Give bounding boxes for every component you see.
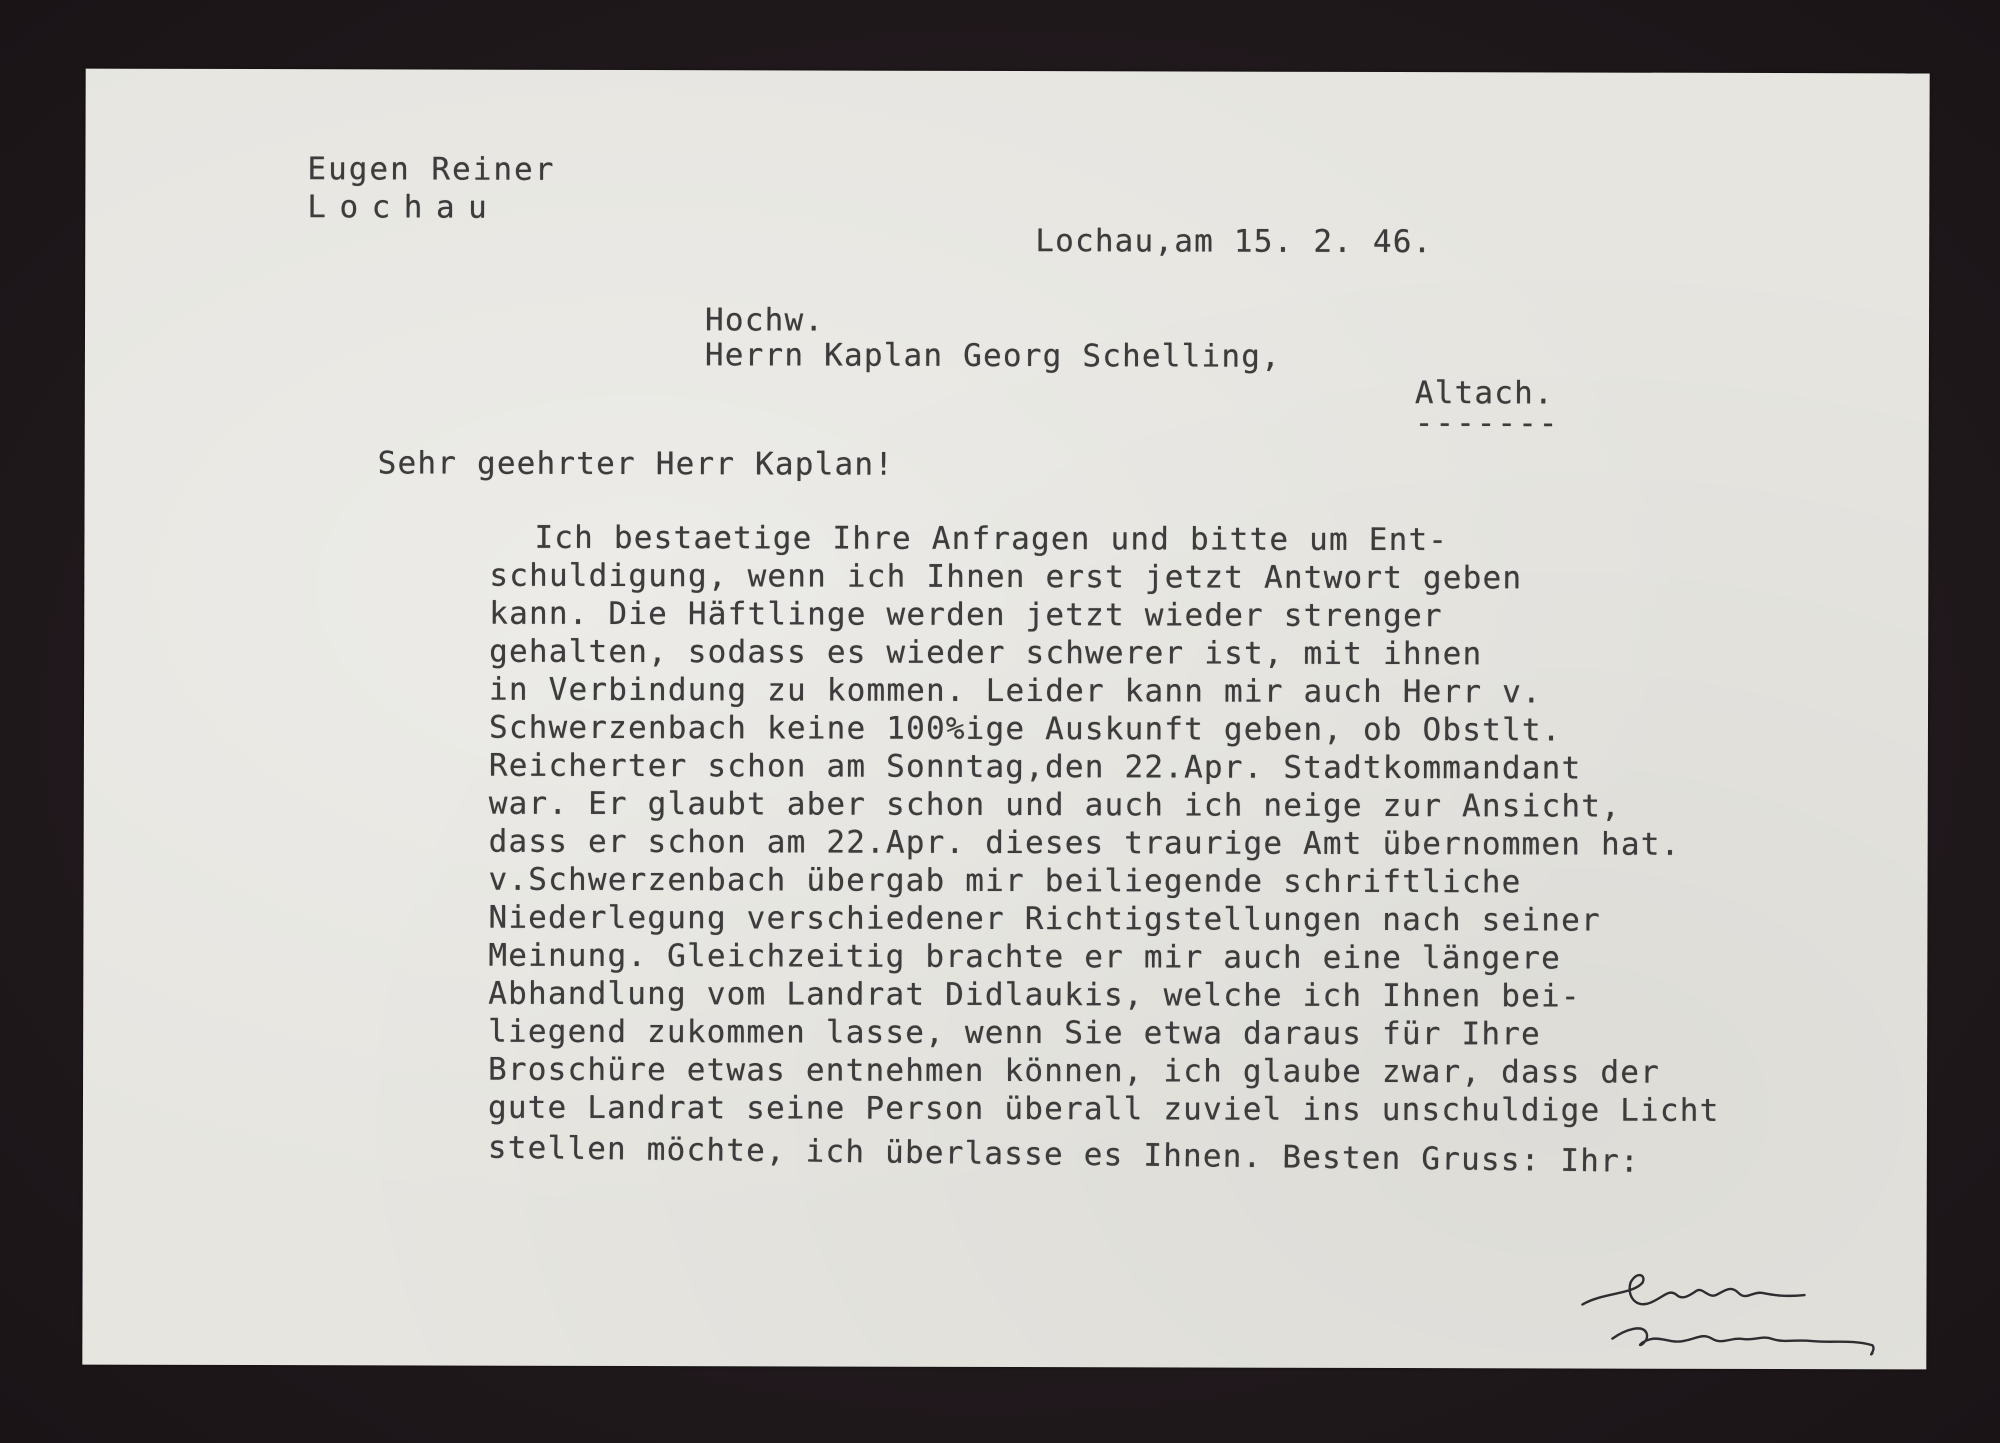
- recipient-name: Herrn Kaplan Georg Schelling,: [704, 337, 1282, 375]
- body-line: Meinung. Gleichzeitig brachte er mir auch eine längere: [488, 937, 1562, 977]
- body-line: Schwerzenbach keine 100%ige Auskunft geben, ob Obstlt.: [488, 709, 1562, 749]
- recipient-underline: -------: [1414, 405, 1560, 442]
- sender-name: Eugen Reiner: [307, 151, 556, 188]
- body-line: kann. Die Häftlinge werden jetzt wieder strenger: [489, 595, 1443, 635]
- recipient-place: Altach.: [1414, 375, 1554, 412]
- body-line: dass er schon am 22.Apr. dieses traurige Amt übernommen hat.: [488, 823, 1681, 863]
- body-line: v.Schwerzenbach übergab mir beiliegende schriftliche: [488, 861, 1522, 901]
- letter-paper: [82, 69, 1929, 1370]
- body-line: Reicherter schon am Sonntag,den 22.Apr. Stadtkommandant: [488, 747, 1582, 787]
- body-line: stellen möchte, ich überlasse es Ihnen. Besten Gruss: Ihr:: [487, 1129, 1641, 1180]
- body-line: gehalten, sodass es wieder schwerer ist, mit ihnen: [489, 633, 1483, 673]
- body-line: liegend zukommen lasse, wenn Sie etwa daraus für Ihre: [488, 1013, 1542, 1053]
- body-line: Broschüre etwas entnehmen können, ich glaube zwar, dass der: [488, 1051, 1661, 1091]
- greeting: Sehr geehrter Herr Kaplan!: [377, 445, 895, 483]
- recipient-title: Hochw.: [704, 302, 825, 339]
- sender-place: Lochau: [307, 189, 501, 226]
- body-line: Niederlegung verschiedener Richtigstellungen nach seiner: [488, 899, 1601, 939]
- date-line: Lochau,am 15. 2. 46.: [1035, 223, 1433, 261]
- handwritten-signature: [1572, 1252, 1902, 1363]
- body-line: gute Landrat seine Person überall zuviel ins unschuldige Licht: [487, 1089, 1720, 1129]
- body-line: war. Er glaubt aber schon und auch ich neige zur Ansicht,: [488, 785, 1622, 825]
- body-line: Abhandlung vom Landrat Didlaukis, welche ich Ihnen bei-: [488, 975, 1581, 1015]
- body-line: Ich bestaetige Ihre Anfragen und bitte um Ent-: [534, 519, 1449, 559]
- body-line: schuldigung, wenn ich Ihnen erst jetzt Antwort geben: [489, 557, 1523, 597]
- body-line: in Verbindung zu kommen. Leider kann mir auch Herr v.: [489, 671, 1542, 711]
